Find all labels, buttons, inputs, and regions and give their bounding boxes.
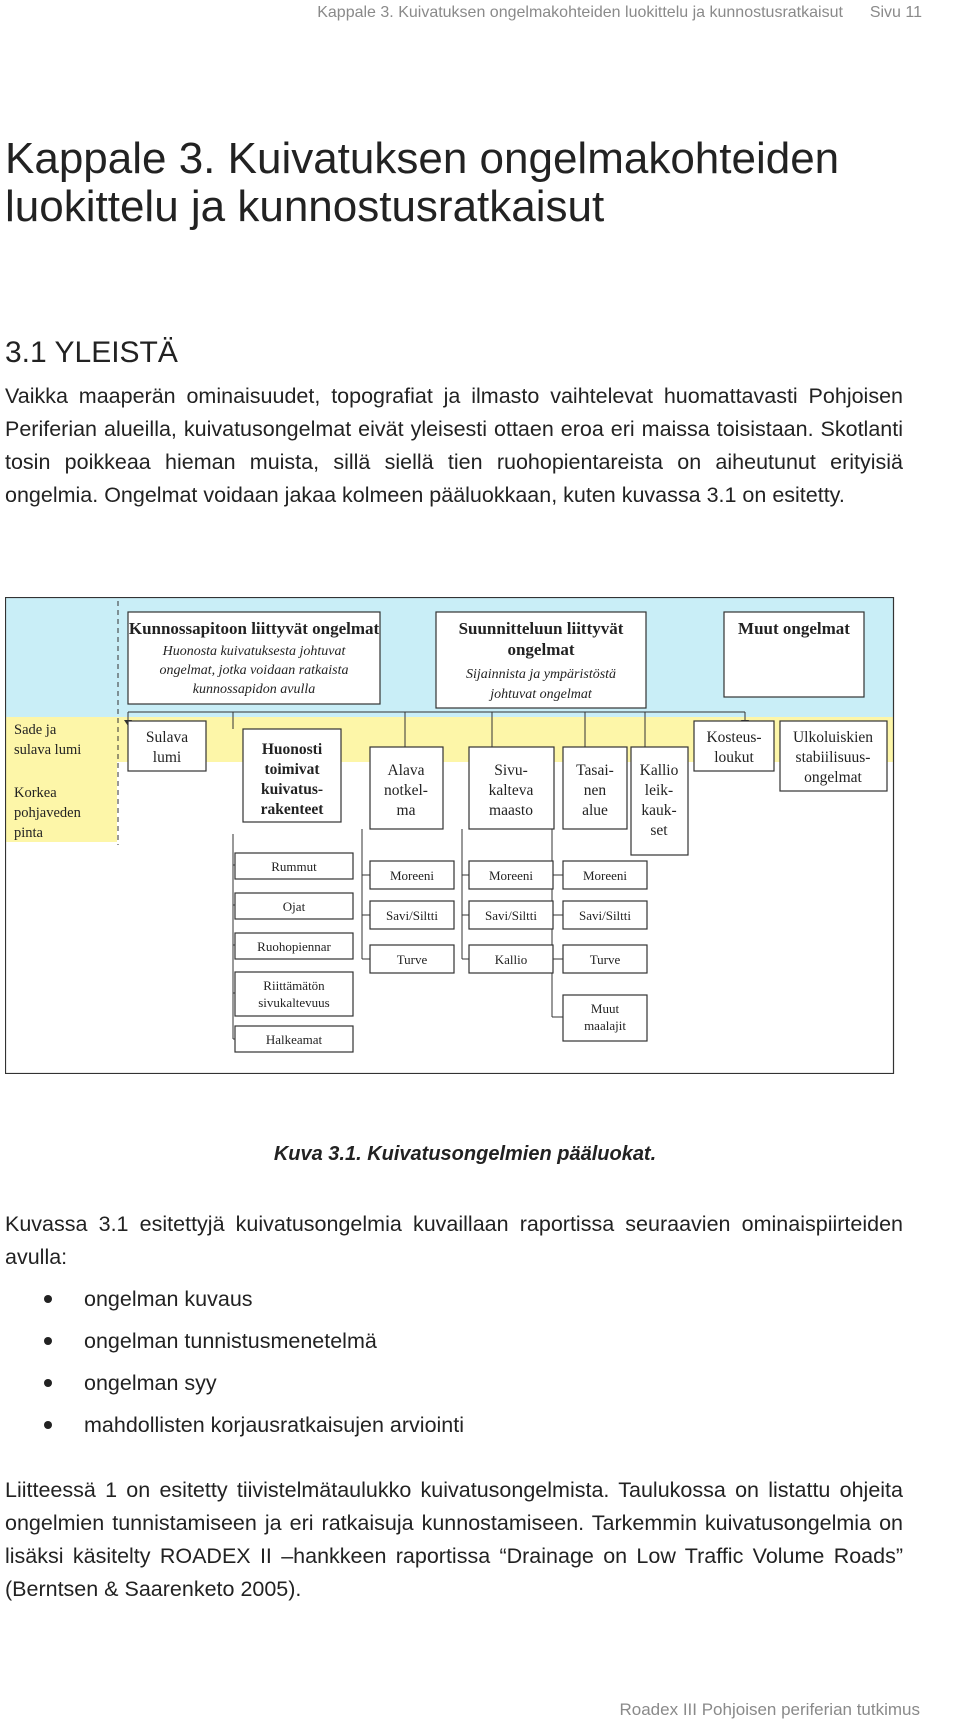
list-item	[40, 1325, 464, 1367]
tasai-line3: alue	[582, 802, 608, 819]
sivu-moreeni-label: Moreeni	[488, 868, 534, 883]
list-item	[40, 1283, 464, 1325]
kallio-line2: leik-	[644, 782, 674, 799]
alava-line3: ma	[396, 802, 416, 819]
running-header	[317, 4, 922, 22]
list-item	[40, 1367, 464, 1409]
characteristics-list	[40, 1283, 464, 1451]
sulava-line2: lumi	[152, 749, 182, 766]
tasai-line2: nen	[583, 782, 607, 799]
side-label-groundwater-2: pohjaveden	[14, 805, 81, 821]
huonosti-line2: toimivat	[264, 761, 320, 778]
paragraph-appendix: Liitteessä 1 on esitetty tiivistelmätaulukko kuivatusongelmista. Taulukossa on listattu ohjeita ongelmien tunnistamiseen ja eri ratkaisuja kunnostamiseen. Tarkemmin kuivatusongelmia on lisäksi käsitelty ROADEX II –hankkeen raportissa “Drainage on Low Traffic Volume Roads” (Berntsen & Saarenketo 2005).	[5, 1478, 903, 1601]
chapter-title-line1: Kappale 3. Kuivatuksen ongelmakohteiden	[5, 134, 840, 183]
cat-design-desc-2: johtuvat ongelmat	[490, 687, 592, 702]
cat-design-title-2: ongelmat	[507, 640, 575, 659]
side-label-groundwater-1: Korkea	[14, 785, 57, 801]
list-item-text: ongelman kuvaus	[84, 1287, 253, 1311]
sivu-savi-label: Savi/Siltti	[484, 908, 538, 923]
cat-maintenance-title: Kunnossapitoon liittyvät ongelmat	[128, 619, 380, 638]
sivu-line2: kalteva	[488, 782, 534, 799]
chapter-title	[5, 135, 839, 231]
page-footer: Roadex III Pohjoisen periferian tutkimus	[619, 1700, 920, 1719]
side-label-rain-2: sulava lumi	[14, 742, 82, 758]
list-item	[40, 1409, 464, 1451]
tasai-moreeni-label: Moreeni	[582, 868, 628, 883]
list-item-text: ongelman tunnistusmenetelmä	[84, 1329, 377, 1353]
kallio-line1: Kallio	[639, 762, 679, 779]
alava-line1: Alava	[387, 762, 425, 779]
tasai-savi-label: Savi/Siltti	[578, 908, 632, 923]
tasai-turve-label: Turve	[589, 952, 621, 967]
page-number: Sivu 11	[869, 4, 922, 21]
sivu-line3: maasto	[489, 802, 533, 819]
alava-turve-label: Turve	[396, 952, 428, 967]
cat-maintenance-desc-2: ongelmat, jotka voidaan ratkaista	[159, 663, 349, 678]
tasai-muut-label-2: maalajit	[584, 1018, 626, 1033]
chapter-title-line2: luokittelu ja kunnostusratkaisut	[5, 182, 605, 231]
list-item-text: ongelman syy	[84, 1371, 217, 1395]
bullet-icon	[44, 1295, 52, 1303]
riittamaton-label-2: sivukaltevuus	[258, 995, 330, 1010]
ulko-line2: stabiilisuus-	[795, 749, 871, 766]
problem-classification-diagram	[5, 597, 895, 1074]
intro-paragraph: Vaikka maaperän ominaisuudet, topografiat ja ilmasto vaihtelevat huomattavasti Pohjoisen Periferian alueilla, kuivatusongelmat eivät yleisesti ottaen eroa eri maissa toisistaan. Skotlanti tosin poikkeaa hieman muista, sillä siellä tien ruohopientareista on aiheutunut erityisiä ongelmia. Ongelmat voidaan jakaa kolmeen pääluokkaan, kuten kuvassa 3.1 on esitetty.	[5, 384, 903, 507]
paragraph-characteristics: Kuvassa 3.1 esitettyjä kuivatusongelmia kuvaillaan raportissa seuraavien ominaispiirteiden avulla:	[5, 1212, 903, 1269]
tasai-muut-label-1: Muut	[590, 1001, 620, 1016]
bullet-icon	[44, 1337, 52, 1345]
sulava-line1: Sulava	[145, 729, 189, 746]
list-item-text: mahdollisten korjausratkaisujen arviointi	[84, 1413, 465, 1437]
cat-other-title: Muut ongelmat	[738, 619, 850, 638]
ojat-label: Ojat	[282, 899, 306, 914]
rummut-label: Rummut	[271, 859, 317, 874]
halkeamat-label: Halkeamat	[265, 1032, 323, 1047]
alava-line2: notkel-	[384, 782, 428, 799]
ulko-line1: Ulkoluiskien	[792, 729, 874, 746]
running-title: Kappale 3. Kuivatuksen ongelmakohteiden luokittelu ja kunnostusratkaisut	[317, 4, 843, 21]
kosteus-line2: loukut	[714, 749, 754, 766]
side-label-groundwater-3: pinta	[14, 825, 43, 841]
section-heading: 3.1 YLEISTÄ	[5, 336, 178, 369]
bullet-icon	[44, 1421, 52, 1429]
huonosti-line4: rakenteet	[260, 801, 324, 818]
tasai-line1: Tasai-	[576, 762, 614, 779]
huonosti-line1: Huonosti	[261, 741, 323, 758]
kosteus-line1: Kosteus-	[706, 729, 762, 746]
alava-moreeni-label: Moreeni	[389, 868, 435, 883]
kallio-line4: set	[650, 822, 668, 839]
alava-savi-label: Savi/Siltti	[385, 908, 439, 923]
huonosti-line3: kuivatus-	[260, 781, 324, 798]
bullet-icon	[44, 1379, 52, 1387]
sivu-kallio-label: Kallio	[494, 952, 528, 967]
cat-maintenance-desc-3: kunnossapidon avulla	[192, 682, 316, 697]
ulko-line3: ongelmat	[804, 769, 862, 786]
cat-maintenance-desc-1: Huonosta kuivatuksesta johtuvat	[162, 644, 346, 659]
figure-caption: Kuva 3.1. Kuivatusongelmien pääluokat.	[273, 1143, 657, 1165]
cat-design-desc-1: Sijainnista ja ympäristöstä	[465, 667, 617, 682]
riittamaton-label-1: Riittämätön	[263, 978, 325, 993]
cat-design-title-1: Suunnitteluun liittyvät	[458, 619, 624, 638]
kallio-line3: kauk-	[641, 802, 677, 819]
sivu-line1: Sivu-	[494, 762, 528, 779]
side-label-rain-1: Sade ja	[14, 722, 57, 738]
ruohopiennar-label: Ruohopiennar	[257, 939, 331, 954]
